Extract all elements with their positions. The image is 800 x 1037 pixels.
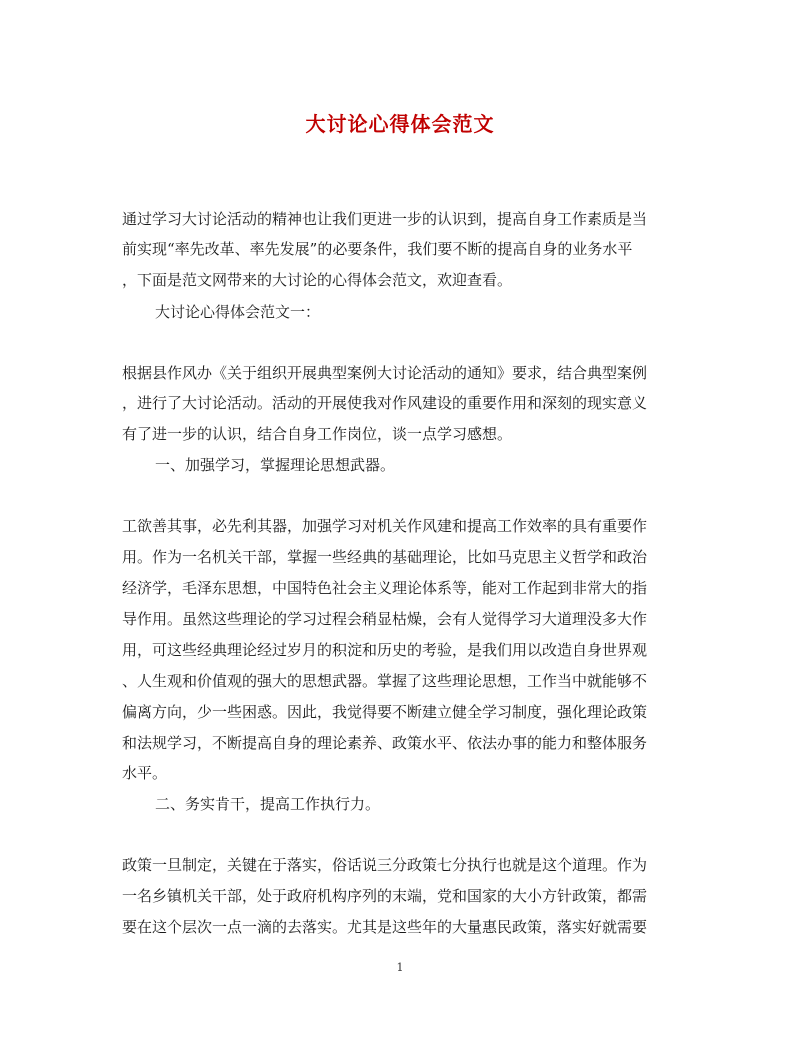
body-line: 有了进一步的认识，结合自身工作岗位，谈一点学习感想。 bbox=[122, 425, 513, 443]
body-line: 经济学，毛泽东思想，中国特色社会主义理论体系等，能对工作起到非常大的指 bbox=[122, 579, 648, 597]
document-title: 大讨论心得体会范文 bbox=[305, 112, 495, 136]
body-line: 前实现“率先改革、率先发展”的必要条件，我们要不断的提高自身的业务水平 bbox=[122, 240, 633, 258]
body-line: 、人生观和价值观的强大的思想武器。掌握了这些理论思想，工作当中就能够不 bbox=[122, 672, 648, 690]
body-line: 导作用。虽然这些理论的学习过程会稍显枯燥，会有人觉得学习大道理没多大作 bbox=[122, 610, 648, 628]
body-line: 和法规学习，不断提高自身的理论素养、政策水平、依法办事的能力和整体服务 bbox=[122, 734, 648, 752]
section-heading: 一、加强学习，掌握理论思想武器。 bbox=[155, 456, 396, 474]
page-number: 1 bbox=[396, 961, 404, 974]
body-line: 水平。 bbox=[122, 764, 168, 782]
body-line: 偏离方向，少一些困惑。因此，我觉得要不断建立健全学习制度，强化理论政策 bbox=[122, 703, 648, 721]
body-line: ，进行了大讨论活动。活动的开展使我对作风建设的重要作用和深刻的现实意义 bbox=[122, 394, 648, 412]
body-line: 通过学习大讨论活动的精神也让我们更进一步的认识到，提高自身工作素质是当 bbox=[122, 210, 648, 228]
section-heading: 二、务实肯干，提高工作执行力。 bbox=[155, 795, 381, 813]
body-line: 要在这个层次一点一滴的去落实。尤其是这些年的大量惠民政策，落实好就需要 bbox=[122, 918, 648, 936]
body-line: ，下面是范文网带来的大讨论的心得体会范文，欢迎查看。 bbox=[122, 271, 513, 289]
body-line: 一名乡镇机关干部，处于政府机构序列的末端，党和国家的大小方针政策，都需 bbox=[122, 887, 648, 905]
body-line: 用。作为一名机关干部，掌握一些经典的基础理论，比如马克思主义哲学和政治 bbox=[122, 548, 648, 566]
body-line: 工欲善其事，必先利其器，加强学习对机关作风建和提高工作效率的具有重要作 bbox=[122, 517, 648, 535]
body-line: 根据县作风办《关于组织开展典型案例大讨论活动的通知》要求，结合典型案例 bbox=[122, 364, 648, 382]
body-line: 政策一旦制定，关键在于落实，俗话说三分政策七分执行也就是这个道理。作为 bbox=[122, 856, 648, 874]
section-heading: 大讨论心得体会范文一： bbox=[155, 303, 321, 321]
body-line: 用，可这些经典理论经过岁月的积淀和历史的考验，是我们用以改造自身世界观 bbox=[122, 641, 648, 659]
